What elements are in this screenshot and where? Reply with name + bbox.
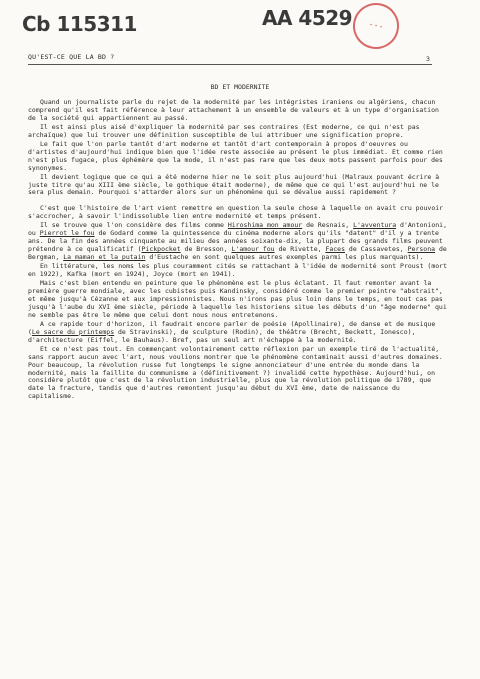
- film-title: La maman et la putain: [63, 253, 146, 262]
- paragraph-2: Il est ainsi plus aisé d'expliquer la modernité par ses contraires (Est moderne, ce qui n'est pas archaïque) que lui trouver une définition susceptible de lui attribuer une signification propre.: [28, 122, 420, 139]
- work-title: Le sacre du printemps: [31, 327, 115, 336]
- paragraph-1: Quand un journaliste parle du rejet de la modernité par les intégristes iraniens ou algériens, chacun comprend qu'il est fait référence à leur attachement à un ensemble de valeurs et à un type d'organisation de la société qui appartiennent au passé.: [28, 98, 439, 122]
- handwritten-reference-right: AA 4529: [262, 6, 353, 30]
- film-title: Hiroshima mon amour: [227, 221, 303, 230]
- film-title: Persona: [407, 245, 436, 254]
- film-title: L'amour fou: [231, 245, 275, 254]
- paragraph-5: C'est que l'histoire de l'art vient remettre en question la seule chose à laquelle on avait cru pouvoir s'accrocher, à savoir l'indissoluble lien entre modernité et temps présent.: [28, 204, 444, 221]
- body-text: [28, 99, 448, 402]
- header-rule: [28, 64, 432, 65]
- section-title: BD ET MODERNITE: [210, 83, 270, 91]
- film-title: Pierrot le fou: [39, 229, 95, 238]
- paragraph-10: Et ce n'est pas tout. En commençant volontairement cette réflexion par un exemple tiré de l'actualité, sans rapport aucun avec l'art, nous voulions montrer que le phénomène contaminait aussi d'autres domaines. Pour beaucoup, la révolution russe fut longtemps le signe annonciateur d'une entrée du monde dans la modernité, mais la faillite du communisme a (définitivement ?) invalidé cette hypothèse. Aujourd'hui, on considère plutôt que c'est de la révolution industrielle, plus que la révolution politique de 1789, que date la fracture, tandis que d'autres remontent jusqu'au début du XVI ème, date de naissance du capitalisme.: [28, 344, 443, 401]
- page-number: 3: [426, 55, 430, 63]
- film-title: Pickpocket: [141, 245, 181, 254]
- paragraph-3: Le fait que l'on parle tantôt d'art moderne et tantôt d'art contemporain à propos d'oeuvres ou d'artistes d'aujourd'hui indique bien que l'idée reste associée au présent le plus immédiat. Et comme rien n'est plus fugace, plus éphémère que la mode, il n'est pas rare que les deux mots passent parfois pour des synonymes.: [28, 139, 443, 172]
- library-stamp: · · ·: [349, 0, 404, 53]
- paragraph-6: Il se trouve que l'on considère des films comme Hiroshima mon amour de Resnais, L'avventura d'Antonioni, ou Pierrot le fou de Godard comme la quintessence du cinéma moderne alors qu'ils "datent" d'il y a trente ans. De la fin des années cinquante au milieu des années soixante-dix, la plupart des grands films peuvent prétendre à ce qualificatif (Pickpocket de Bresson, L'amour fou de Rivette, Faces de Cassavetes, Persona de Bergman, La maman et la putain d'Eustache en sont quelques autres exemples parmi les plus marquants).: [28, 221, 447, 262]
- handwritten-reference-left: Cb 115311: [22, 12, 137, 36]
- paragraph-9: A ce rapide tour d'horizon, il faudrait encore parler de poésie (Apollinaire), de danse et de musique (Le sacre du printemps de Stravinski), de sculpture (Rodin), de théâtre (Brecht, Beckett, Ionesco), d'architecture (Eiffel, le Bauhaus). Bref, pas un seul art n'échappe à la modernité.: [28, 319, 436, 344]
- running-header-title: QU'EST-CE QUE LA BD ?: [28, 53, 115, 61]
- paragraph-8: Mais c'est bien entendu en peinture que le phénomène est le plus éclatant. Il faut remonter avant la première guerre mondiale, avec les cubistes puis Kandinsky, considéré comme le premier peintre "abstrait", et même jusqu'à Cézanne et aux impressionnistes. Nous n'irons pas plus loin dans le temps, en tout cas pas jusqu'à l'aube du XVI ème siècle, période à laquelle les historiens situe les débuts d'un "âge moderne" qui ne semble pas être le même que celui dont nous nous entretenons.: [28, 279, 447, 319]
- film-title: L'avventura: [353, 221, 397, 230]
- film-title: Faces: [325, 245, 346, 254]
- paragraph-7: En littérature, les noms les plus couramment cités se rattachant à l'idée de modernité sont Proust (mort en 1922), Kafka (mort en 1924), Joyce (mort en 1941).: [28, 262, 447, 279]
- paragraph-4: Il devient logique que ce qui a été moderne hier ne le soit plus aujourd'hui (Malraux pouvant écrire à juste titre qu'au XIII ème siècle, le gothique était moderne), de même que ce qui l'est aujourd'hui ne le sera plus demain. Pourquoi s'attarder alors sur un phénomène qui se dévalue aussi rapidement ?: [28, 172, 440, 197]
